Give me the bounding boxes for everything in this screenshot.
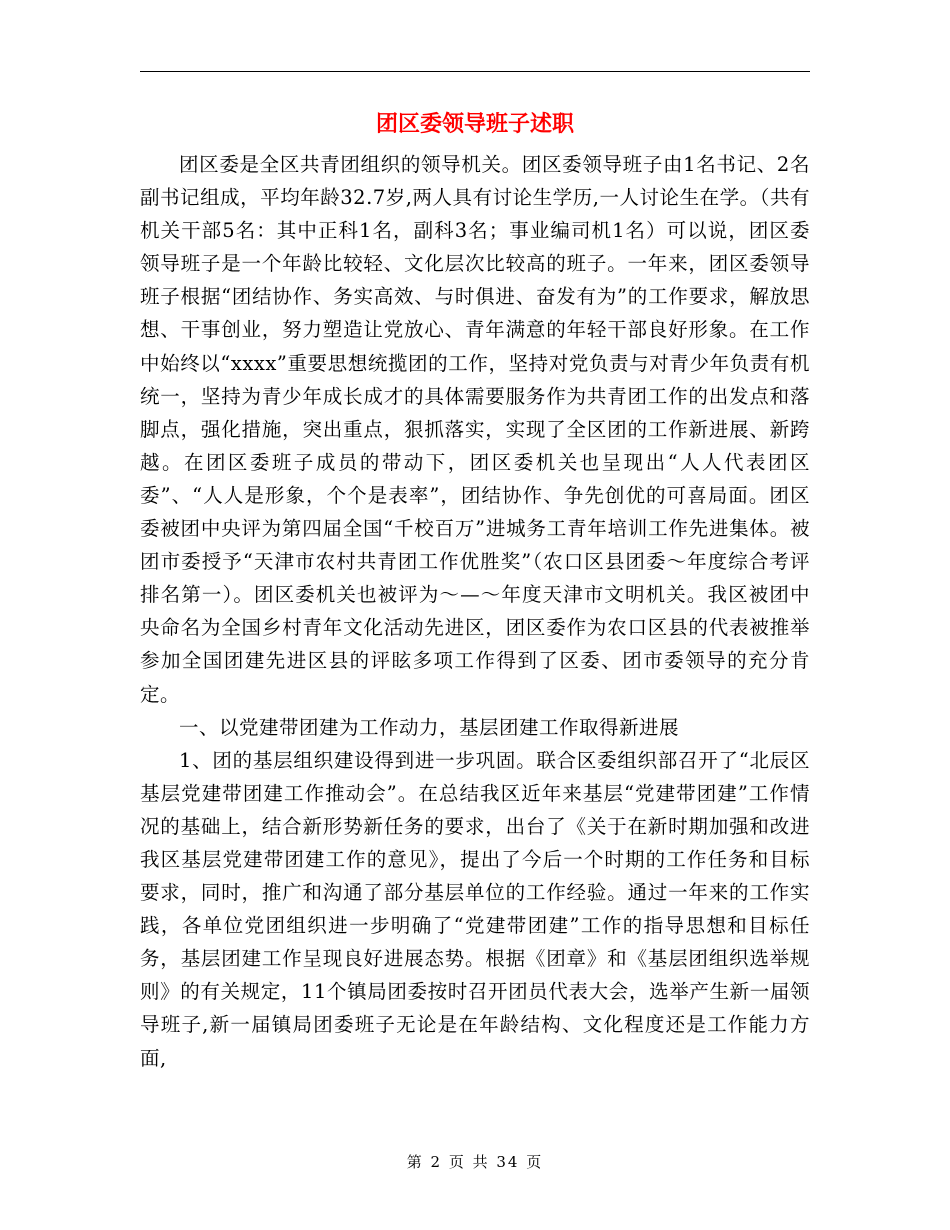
document-body: [140, 148, 810, 1075]
section-heading-1: 一、以党建带团建为工作动力，基层团建工作取得新进展: [179, 715, 680, 739]
paragraph-intro: 团区委是全区共青团组织的领导机关。团区委领导班子由1名书记、2名副书记组成，平均年龄32.7岁,两人具有讨论生学历,一人讨论生在学。（共有机关干部5名：其中正科1名，副科3名；事业编司机1名）可以说，团区委领导班子是一个年龄比较轻、文化层次比较高的班子。一年来，团区委领导班子根据“团结协作、务实高效、与时俱进、奋发有为”的工作要求，解放思想、干事创业，努力塑造让党放心、青年满意的年轻干部良好形象。在工作中始终以“xxxx”重要思想统揽团的工作，坚持对党负责与对青少年负责有机统一，坚持为青少年成长成才的具体需要服务作为共青团工作的出发点和落脚点，强化措施，突出重点，狠抓落实，实现了全区团的工作新进展、新跨越。在团区委班子成员的带动下，团区委机关也呈现出“人人代表团区委”、“人人是形象，个个是表率”，团结协作、争先创优的可喜局面。团区委被团中央评为第四届全国“千校百万”进城务工青年培训工作先进集体。被团市委授予“天津市农村共青团工作优胜奖”（农口区县团委～年度综合考评排名第一）。团区委机关也被评为～—～年度天津市文明机关。我区被团中央命名为全国乡村青年文化活动先进区，团区委作为农口区县的代表被推举参加全国团建先进区县的评眩多项工作得到了区委、团市委领导的充分肯定。: [140, 153, 810, 706]
header-rule: [140, 71, 810, 72]
page-title: 团区委领导班子述职: [375, 112, 574, 137]
page-footer: 第 2 页 共 34 页: [406, 1153, 544, 1171]
paragraph-item-1: 1、团的基层组织建设得到进一步巩固。联合区委组织部召开了“北辰区基层党建带团建工作推动会”。在总结我区近年来基层“党建带团建”工作情况的基础上，结合新形势新任务的要求，出台了《关于在新时期加强和改进我区基层党建带团建工作的意见》，提出了今后一个时期的工作任务和目标要求，同时，推广和沟通了部分基层单位的工作经验。通过一年来的工作实践，各单位党团组织进一步明确了“党建带团建”工作的指导思想和目标任务，基层团建工作呈现良好进展态势。根据《团章》和《基层团组织选举规则》的有关规定，11个镇局团委按时召开团员代表大会，选举产生新一届领导班子,新一届镇局团委班子无论是在年龄结构、文化程度还是工作能力方面,: [140, 748, 810, 1070]
